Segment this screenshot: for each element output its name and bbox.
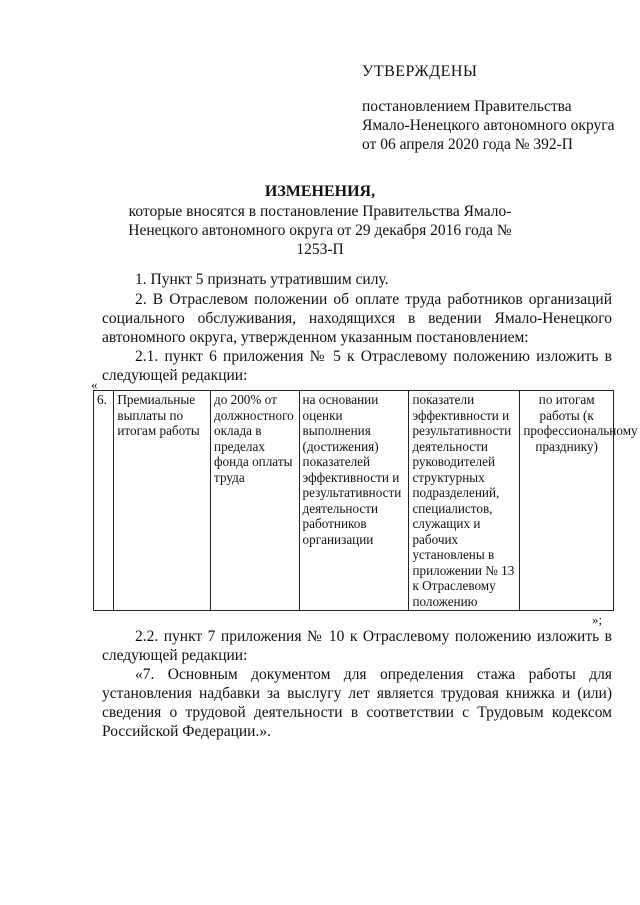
quote-close-mark: »;	[592, 612, 603, 627]
table-row	[94, 391, 614, 611]
cell-indicators: показатели эффективности и результативности деятельности руководителей структурных подразделений, специалистов, служащих и рабочих установлены в приложении № 13 к Отраслевому положению	[409, 391, 520, 611]
approval-block	[362, 62, 614, 154]
document-title: ИЗМЕНЕНИЯ,	[264, 183, 376, 200]
cell-number: 6.	[94, 391, 114, 611]
item-2-1: 2.1. пункт 6 приложения № 5 к Отраслевому положению изложить в следующей редакции:	[102, 348, 612, 384]
cell-period: по итогам работы (к профессиональному празднику)	[520, 391, 614, 611]
cell-payment-name: Премиальные выплаты по итогам работы	[114, 391, 211, 611]
cell-payment-size: до 200% от должностного оклада в пределах фонда оплаты труда	[211, 391, 300, 611]
item-2: 2. В Отраслевом положении об оплате труда работников организаций социального обслуживания, находящихся в ведении Ямало-Ненецкого автономного округа, утвержденном указанным постановлением:	[102, 291, 612, 346]
item-2-2: 2.2. пункт 7 приложения № 10 к Отраслевому положению изложить в следующей редакции:	[102, 628, 612, 664]
approval-line-3: от 06 апреля 2020 года № 392-П	[362, 136, 573, 153]
approval-line-2: Ямало-Ненецкого автономного округа	[362, 117, 615, 134]
quote-open-mark: «	[91, 377, 98, 392]
document-subtitle: которые вносятся в постановление Правительства Ямало-Ненецкого автономного округа от 29 декабря 2016 года № 1253-П	[128, 203, 512, 258]
bonus-table	[93, 390, 638, 611]
item-1: 1. Пункт 5 признать утратившим силу.	[135, 271, 389, 288]
approval-line-1: постановлением Правительства	[362, 98, 572, 115]
cell-payment-basis: на основании оценки выполнения (достижения) показателей эффективности и результативности деятельности работников организации	[299, 391, 409, 611]
approval-heading: УТВЕРЖДЕНЫ	[362, 63, 478, 80]
item-7-quote: «7. Основным документом для определения стажа работы для установления надбавки за выслугу лет является трудовая книжка и (или) сведения о трудовой деятельности в соответствии с Трудовым кодексом Российской Федерации.».	[102, 666, 612, 740]
